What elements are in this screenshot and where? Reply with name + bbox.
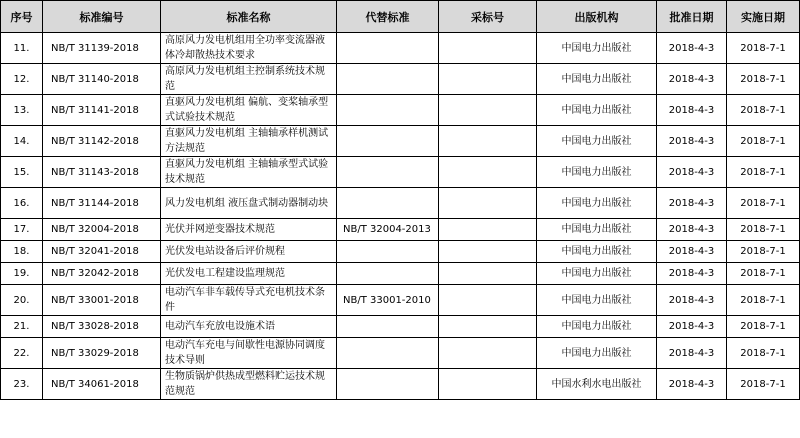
table-row bbox=[1, 188, 800, 219]
table-row bbox=[1, 263, 800, 285]
cell-replace bbox=[337, 64, 439, 95]
cell-code: NB/T 31143-2018 bbox=[43, 157, 161, 188]
table-row bbox=[1, 33, 800, 64]
cell-code: NB/T 31140-2018 bbox=[43, 64, 161, 95]
cell-approve-date: 2018-4-3 bbox=[657, 188, 727, 219]
cell-name: 高原风力发电机组用全功率变流器液体冷却散热技术要求 bbox=[161, 33, 337, 64]
header-no: 序号 bbox=[1, 1, 43, 33]
cell-adopt bbox=[439, 316, 537, 338]
cell-name: 光伏发电站设备后评价规程 bbox=[161, 241, 337, 263]
table-row bbox=[1, 241, 800, 263]
cell-name: 高原风力发电机组主控制系统技术规范 bbox=[161, 64, 337, 95]
cell-code: NB/T 32004-2018 bbox=[43, 219, 161, 241]
cell-code: NB/T 31144-2018 bbox=[43, 188, 161, 219]
cell-implement-date: 2018-7-1 bbox=[727, 219, 800, 241]
cell-no: 18. bbox=[1, 241, 43, 263]
cell-no: 19. bbox=[1, 263, 43, 285]
cell-no: 13. bbox=[1, 95, 43, 126]
cell-publisher: 中国电力出版社 bbox=[537, 316, 657, 338]
cell-replace bbox=[337, 33, 439, 64]
cell-implement-date: 2018-7-1 bbox=[727, 188, 800, 219]
header-name: 标准名称 bbox=[161, 1, 337, 33]
cell-adopt bbox=[439, 241, 537, 263]
table-row bbox=[1, 338, 800, 369]
cell-approve-date: 2018-4-3 bbox=[657, 316, 727, 338]
cell-adopt bbox=[439, 157, 537, 188]
cell-publisher: 中国电力出版社 bbox=[537, 157, 657, 188]
header-replace: 代替标准 bbox=[337, 1, 439, 33]
cell-implement-date: 2018-7-1 bbox=[727, 64, 800, 95]
cell-replace: NB/T 32004-2013 bbox=[337, 219, 439, 241]
cell-implement-date: 2018-7-1 bbox=[727, 126, 800, 157]
cell-name: 光伏并网逆变器技术规范 bbox=[161, 219, 337, 241]
cell-publisher: 中国电力出版社 bbox=[537, 338, 657, 369]
cell-no: 12. bbox=[1, 64, 43, 95]
cell-replace: NB/T 33001-2010 bbox=[337, 285, 439, 316]
cell-replace bbox=[337, 157, 439, 188]
cell-publisher: 中国电力出版社 bbox=[537, 126, 657, 157]
cell-approve-date: 2018-4-3 bbox=[657, 64, 727, 95]
cell-implement-date: 2018-7-1 bbox=[727, 369, 800, 400]
cell-publisher: 中国水利水电出版社 bbox=[537, 369, 657, 400]
header-approve-date: 批准日期 bbox=[657, 1, 727, 33]
cell-no: 21. bbox=[1, 316, 43, 338]
cell-code: NB/T 31139-2018 bbox=[43, 33, 161, 64]
cell-name: 直驱风力发电机组 主轴轴承样机测试方法规范 bbox=[161, 126, 337, 157]
cell-code: NB/T 31141-2018 bbox=[43, 95, 161, 126]
cell-replace bbox=[337, 241, 439, 263]
table-row bbox=[1, 316, 800, 338]
cell-publisher: 中国电力出版社 bbox=[537, 188, 657, 219]
table-row bbox=[1, 157, 800, 188]
cell-code: NB/T 33001-2018 bbox=[43, 285, 161, 316]
cell-publisher: 中国电力出版社 bbox=[537, 64, 657, 95]
cell-replace bbox=[337, 369, 439, 400]
cell-no: 20. bbox=[1, 285, 43, 316]
cell-implement-date: 2018-7-1 bbox=[727, 95, 800, 126]
cell-publisher: 中国电力出版社 bbox=[537, 95, 657, 126]
cell-replace bbox=[337, 338, 439, 369]
cell-implement-date: 2018-7-1 bbox=[727, 316, 800, 338]
cell-adopt bbox=[439, 263, 537, 285]
cell-approve-date: 2018-4-3 bbox=[657, 263, 727, 285]
cell-implement-date: 2018-7-1 bbox=[727, 338, 800, 369]
cell-approve-date: 2018-4-3 bbox=[657, 285, 727, 316]
table-row bbox=[1, 219, 800, 241]
cell-replace bbox=[337, 188, 439, 219]
cell-adopt bbox=[439, 33, 537, 64]
table-row bbox=[1, 285, 800, 316]
cell-adopt bbox=[439, 64, 537, 95]
cell-code: NB/T 33028-2018 bbox=[43, 316, 161, 338]
cell-code: NB/T 31142-2018 bbox=[43, 126, 161, 157]
cell-no: 15. bbox=[1, 157, 43, 188]
cell-implement-date: 2018-7-1 bbox=[727, 263, 800, 285]
cell-code: NB/T 32041-2018 bbox=[43, 241, 161, 263]
cell-approve-date: 2018-4-3 bbox=[657, 33, 727, 64]
cell-name: 电动汽车非车载传导式充电机技术条件 bbox=[161, 285, 337, 316]
cell-name: 生物质锅炉供热成型燃料贮运技术规范规范 bbox=[161, 369, 337, 400]
header-code: 标准编号 bbox=[43, 1, 161, 33]
cell-publisher: 中国电力出版社 bbox=[537, 219, 657, 241]
cell-name: 电动汽车充电与间歇性电源协同调度技术导则 bbox=[161, 338, 337, 369]
cell-code: NB/T 33029-2018 bbox=[43, 338, 161, 369]
cell-adopt bbox=[439, 285, 537, 316]
cell-no: 11. bbox=[1, 33, 43, 64]
cell-publisher: 中国电力出版社 bbox=[537, 285, 657, 316]
cell-name: 光伏发电工程建设监理规范 bbox=[161, 263, 337, 285]
header-implement-date: 实施日期 bbox=[727, 1, 800, 33]
cell-adopt bbox=[439, 369, 537, 400]
cell-name: 风力发电机组 液压盘式制动器制动块 bbox=[161, 188, 337, 219]
cell-approve-date: 2018-4-3 bbox=[657, 157, 727, 188]
cell-no: 22. bbox=[1, 338, 43, 369]
table-row bbox=[1, 369, 800, 400]
cell-name: 直驱风力发电机组 偏航、变桨轴承型式试验技术规范 bbox=[161, 95, 337, 126]
cell-implement-date: 2018-7-1 bbox=[727, 285, 800, 316]
cell-name: 直驱风力发电机组 主轴轴承型式试验技术规范 bbox=[161, 157, 337, 188]
cell-implement-date: 2018-7-1 bbox=[727, 157, 800, 188]
cell-implement-date: 2018-7-1 bbox=[727, 33, 800, 64]
cell-publisher: 中国电力出版社 bbox=[537, 33, 657, 64]
cell-adopt bbox=[439, 95, 537, 126]
cell-replace bbox=[337, 316, 439, 338]
cell-approve-date: 2018-4-3 bbox=[657, 219, 727, 241]
cell-approve-date: 2018-4-3 bbox=[657, 95, 727, 126]
cell-code: NB/T 34061-2018 bbox=[43, 369, 161, 400]
cell-approve-date: 2018-4-3 bbox=[657, 241, 727, 263]
cell-replace bbox=[337, 95, 439, 126]
cell-implement-date: 2018-7-1 bbox=[727, 241, 800, 263]
table-row bbox=[1, 95, 800, 126]
cell-no: 23. bbox=[1, 369, 43, 400]
cell-no: 16. bbox=[1, 188, 43, 219]
cell-publisher: 中国电力出版社 bbox=[537, 241, 657, 263]
cell-approve-date: 2018-4-3 bbox=[657, 338, 727, 369]
cell-replace bbox=[337, 263, 439, 285]
cell-adopt bbox=[439, 338, 537, 369]
cell-no: 17. bbox=[1, 219, 43, 241]
cell-publisher: 中国电力出版社 bbox=[537, 263, 657, 285]
cell-replace bbox=[337, 126, 439, 157]
cell-adopt bbox=[439, 188, 537, 219]
cell-code: NB/T 32042-2018 bbox=[43, 263, 161, 285]
header-publisher: 出版机构 bbox=[537, 1, 657, 33]
cell-no: 14. bbox=[1, 126, 43, 157]
cell-adopt bbox=[439, 219, 537, 241]
header-row bbox=[1, 1, 800, 33]
table-row bbox=[1, 126, 800, 157]
table-row bbox=[1, 64, 800, 95]
cell-approve-date: 2018-4-3 bbox=[657, 126, 727, 157]
cell-name: 电动汽车充放电设施术语 bbox=[161, 316, 337, 338]
cell-adopt bbox=[439, 126, 537, 157]
header-adopt: 采标号 bbox=[439, 1, 537, 33]
cell-approve-date: 2018-4-3 bbox=[657, 369, 727, 400]
